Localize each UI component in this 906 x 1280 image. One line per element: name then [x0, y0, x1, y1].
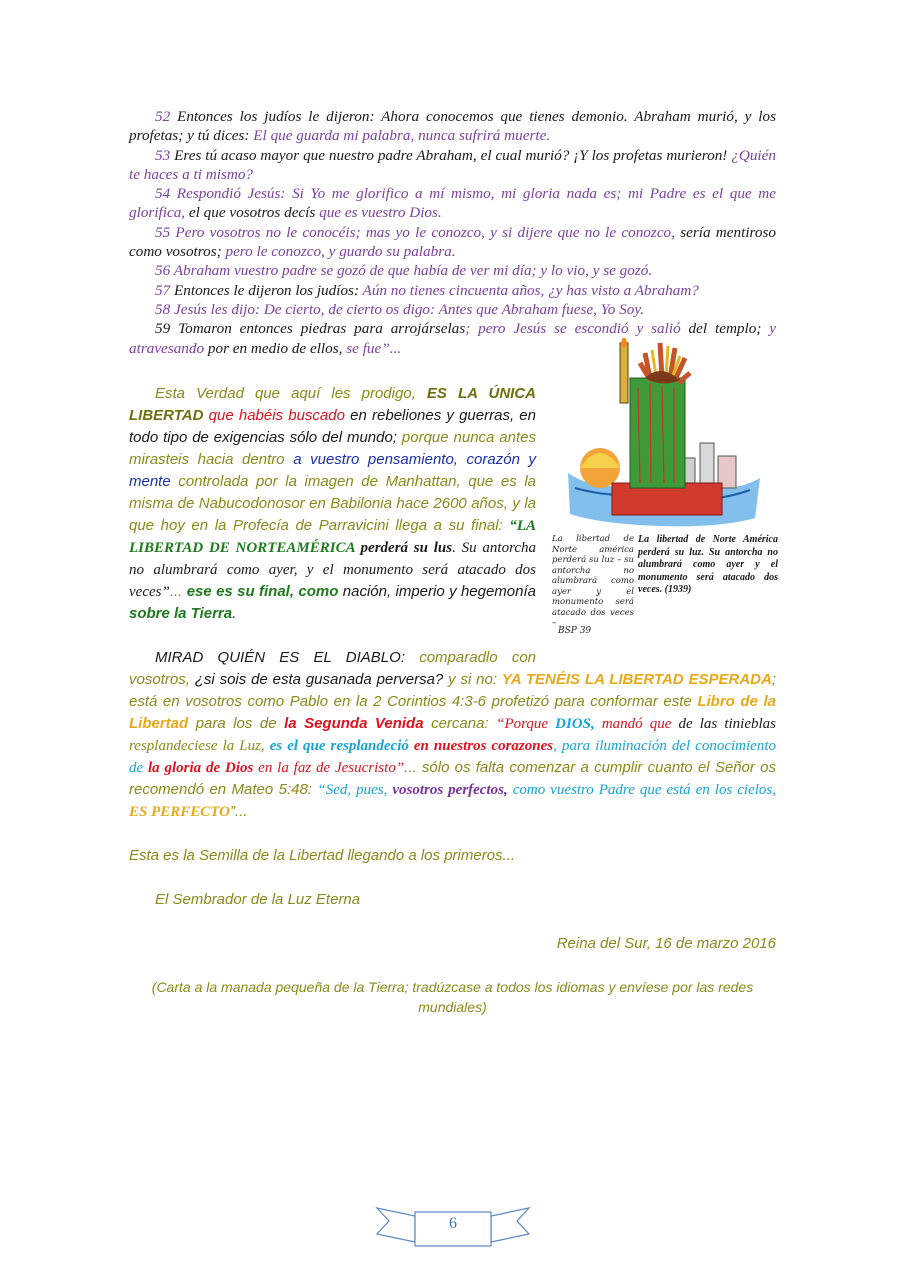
page-number-ribbon — [375, 1202, 531, 1250]
verse-52: 52 Entonces los judíos le dijeron: Ahora conocemos que tienes demonio. Abraham murió, y los profetas; y tú dices: El que guarda mi palabra, nunca sufrirá muerte. — [129, 108, 776, 145]
date-line: Reina del Sur, 16 de marzo 2016 — [556, 935, 776, 952]
handwritten-prophecy: La libertad de Norte américa perderá su luz – su antorcha no alumbrará como ayer y el monumento será atacado dos veces – — [552, 534, 634, 628]
verse-57: 57 Entonces le dijeron los judíos: Aún no tienes cincuenta años, ¿y has visto a Abraham? — [155, 281, 699, 299]
signature: El Sembrador de la Luz Eterna — [155, 891, 361, 908]
verse-58: 58 Jesús les dijo: De cierto, de cierto os digo: Antes que Abraham fuese, Yo Soy. — [155, 300, 645, 318]
figure-caption: La libertad de Norte América perderá su luz. Su antorcha no alumbrará como ayer y el monumento será atacado dos veces. (1939) — [638, 534, 778, 595]
paragraph-libertad: Esta Verdad que aquí les prodigo, ES LA ÚNICA LIBERTAD que habéis buscado en rebeliones y guerras, en todo tipo de exigencias sólo del mundo; porque nunca antes mirasteis hacia dentro a vuestro pensamiento, corazón y mente controlada por la imagen de Manhattan, que es la misma de Nabucodonosor en Babilonia hace 2600 años, y la que hoy en la Profecía de Parravicini llega a su final: “LA LIBERTAD DE NORTEAMÉRICA perderá su lus. Su antorcha no alumbrará como ayer, y el monumento será atacado dos veces”... ese es su final, como nación, imperio y hegemonía sobre la Tierra. — [129, 385, 537, 622]
verses-block — [129, 107, 776, 358]
verse-55: 55 Pero vosotros no le conocéis; mas yo le conozco, y si dijere que no le conozco, sería mentiroso como vosotros; pero le conozco, y guardo su palabra. — [129, 223, 776, 261]
closing-line: Esta es la Semilla de la Libertad llegando a los primeros... — [129, 847, 516, 864]
letter-body — [129, 383, 776, 1039]
verse-56: 56 Abraham vuestro padre se gozó de que había de ver mi día; y lo vio, y se gozó. — [155, 262, 653, 280]
paragraph-diablo: MIRAD QUIÉN ES EL DIABLO: comparadlo con vosotros, ¿si sois de esta gusanada perversa? y si no: YA TENÉIS LA LIBERTAD ESPERADA; está en vosotros como Pablo en la 2 Corintios 4:3-6 profetizó para conformar este Libro de la Libertad para los de la Segunda Venida cercana: “Porque DIOS, mandó que de las tinieblas resplandeciese la Luz, es el que resplandeció en nuestros corazones, para iluminación del conocimiento de la gloria de Dios en la faz de Jesucristo”... sólo os falta comenzar a cumplir cuanto el Señor os recomendó en Mateo 5:48: “Sed, pues, vosotros perfectos, como vuestro Padre que está en los cielos, ES PERFECTO”... — [129, 649, 777, 820]
page-number: 6 — [449, 1215, 457, 1232]
statue-of-liberty-figure — [550, 338, 776, 638]
distribution-note: (Carta a la manada pequeña de la Tierra; tradúzcase a todos los idiomas y envíese por las redes mundiales) — [151, 979, 754, 1015]
artist-signature: BSP 39 — [558, 626, 592, 636]
verse-54: 54 Respondió Jesús: Si Yo me glorifico a mí mismo, mi gloria nada es; mi Padre es el que me glorifica, el que vosotros decís que es vuestro Dios. — [129, 185, 776, 222]
verse-59: 59 Tomaron entonces piedras para arrojárselas; pero Jesús se escondió y salió del templo; y atravesando por en medio de ellos, se fue”... — [129, 320, 777, 357]
verse-53: 53 Eres tú acaso mayor que nuestro padre Abraham, el cual murió? ¡Y los profetas murieron! ¿Quién te haces a ti mismo? — [129, 146, 776, 183]
